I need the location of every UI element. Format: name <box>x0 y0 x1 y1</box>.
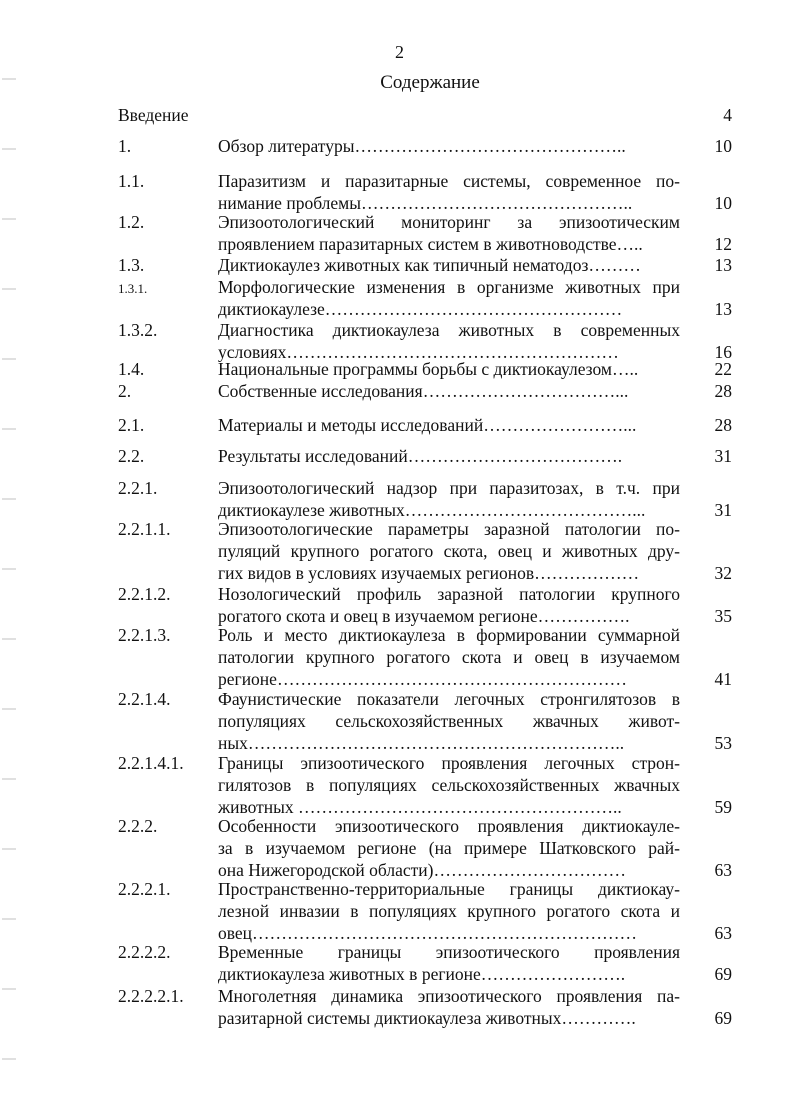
toc-entry-page: 10 <box>714 136 732 156</box>
toc-entry-title-line: лезной инвазии в популяциях крупного рогатого скота и <box>218 901 680 921</box>
toc-entry-title <box>218 688 680 754</box>
toc-entry-title-line: условиях………………………………………………… <box>218 342 619 362</box>
toc-entry-number: 1.2. <box>118 212 145 232</box>
toc-entry-number: 2.2. <box>118 446 145 466</box>
toc-entry-number: 2.2.2.2. <box>118 942 171 962</box>
toc-entry-title <box>218 941 680 985</box>
toc-entry-title <box>218 985 680 1029</box>
toc-entry-page: 63 <box>714 860 732 880</box>
toc-entry-number: 2.2.1.4. <box>118 689 171 709</box>
toc-entry-page: 41 <box>714 669 732 689</box>
toc-entry-title-line: Временные границы эпизоотического проявления <box>218 942 680 962</box>
toc-entry-page: 4 <box>723 105 732 125</box>
toc-entry-title-line: Диктиокаулез животных как типичный нематодоз……… <box>218 255 641 275</box>
toc-entry-page: 53 <box>714 733 732 753</box>
toc-entry-title-line: ных……………………………………………………….. <box>218 733 625 753</box>
toc-entry-page: 28 <box>714 415 732 435</box>
toc-entry-title-line: за в изучаемом регионе (на примере Шатковского рай- <box>218 838 680 858</box>
toc-entry-title-line: Пространственно-территориальные границы диктиокау- <box>218 879 680 899</box>
toc-entry-title-line: она Нижегородской области)…………………………… <box>218 860 626 880</box>
toc-entry-number: 2.2.2.1. <box>118 879 171 899</box>
toc-entry-number: 2.2.1. <box>118 478 158 498</box>
toc-entry-title-line: разитарной системы диктиокаулеза животных…………. <box>218 1008 636 1028</box>
toc-entry-title-line: Многолетняя динамика эпизоотического проявления па- <box>218 986 680 1006</box>
toc-entry-number: 1. <box>118 136 132 156</box>
toc-entry-title-line: диктиокаулеза животных в регионе……………………. <box>218 964 626 984</box>
toc-entry-title-line: рогатого скота и овец в изучаемом регионе……………. <box>218 606 630 626</box>
toc-entry-title-line: Нозологический профиль заразной патологии крупного <box>218 584 680 604</box>
toc-entry-page: 12 <box>714 234 732 254</box>
page-number: 2 <box>395 42 404 62</box>
toc-entry-title <box>218 170 680 214</box>
toc-entry-page: 31 <box>714 446 732 466</box>
toc-entry-title <box>218 135 680 157</box>
toc-entry-page: 35 <box>714 606 732 626</box>
toc-entry-title <box>218 815 680 881</box>
toc-entry-title-line: Морфологические изменения в организме животных при <box>218 277 680 297</box>
toc-entry-title <box>218 211 680 255</box>
toc-entry-number: 2.2.1.3. <box>118 625 171 645</box>
toc-entry-title-line: гилятозов в популяциях сельскохозяйственных жвачных <box>218 775 680 795</box>
toc-entry-title-line: нимание проблемы……………………………………….. <box>218 193 633 213</box>
toc-entry-title: Введение <box>118 105 189 125</box>
toc-entry-title-line: животных ……………………………………………….. <box>218 797 622 817</box>
toc-entry-page: 10 <box>714 193 732 213</box>
toc-entry-title-line: Обзор литературы……………………………………….. <box>218 136 626 156</box>
toc-entry-page: 16 <box>714 342 732 362</box>
toc-entry-number: 2.1. <box>118 415 145 435</box>
toc-entry-title-line: Эпизоотологические параметры заразной патологии по- <box>218 519 680 539</box>
toc-entry-title-line: патологии крупного рогатого скота и овец в изучаемом <box>218 647 680 667</box>
toc-entry-title-line: диктиокаулезе животных…………………………………... <box>218 500 646 520</box>
toc-entry-title-line: пуляций крупного рогатого скота, овец и животных дру- <box>218 541 680 561</box>
toc-entry-title-line: Национальные программы борьбы с диктиокаулезом….. <box>218 359 639 379</box>
toc-entry-page: 59 <box>714 797 732 817</box>
toc-entry-title-line: овец………………………………………………………… <box>218 923 638 943</box>
toc-entry-page: 31 <box>714 500 732 520</box>
toc-entry-title-line: популяциях сельскохозяйственных жвачных живот- <box>218 711 680 731</box>
toc-entry-title <box>218 752 680 818</box>
toc-entry-title <box>218 583 680 627</box>
toc-entry-title <box>218 276 680 320</box>
toc-entry-title-line: Собственные исследования……………………………... <box>218 381 629 401</box>
toc-entry-title-line: регионе…………………………………………………… <box>218 669 627 689</box>
scan-margin-marks <box>2 40 16 1100</box>
toc-title: Содержание <box>380 72 480 93</box>
toc-entry-title <box>218 254 680 276</box>
toc-entry-title-line: Эпизоотологический надзор при паразитозах, в т.ч. при <box>218 478 680 498</box>
toc-entry-page: 22 <box>714 359 732 379</box>
toc-entry-number: 2.2.1.2. <box>118 584 171 604</box>
toc-entry-number: 2.2.2.2.1. <box>118 986 184 1006</box>
toc-entry-title-line: проявлением паразитарных систем в животноводстве….. <box>218 234 643 254</box>
toc-entry-page: 28 <box>714 381 732 401</box>
toc-entry-title <box>218 477 680 521</box>
toc-entry-title <box>218 414 680 436</box>
toc-entry-number: 2.2.2. <box>118 816 158 836</box>
toc-entry-title-line: Диагностика диктиокаулеза животных в современных <box>218 320 680 340</box>
toc-entry-number: 1.3.2. <box>118 320 158 340</box>
toc-entry-title-line: Результаты исследований………………………………. <box>218 446 623 466</box>
toc-entry-page: 13 <box>714 255 732 275</box>
toc-entry-title <box>218 518 680 584</box>
toc-entry-title-line: Особенности эпизоотического проявления диктиокауле- <box>218 816 680 836</box>
toc-entry-title <box>218 319 680 363</box>
toc-entry-number: 1.4. <box>118 359 145 379</box>
toc-entry-page: 69 <box>714 1008 732 1028</box>
toc-entry-title <box>218 624 680 690</box>
toc-entry-title-line: гих видов в условиях изучаемых регионов……………… <box>218 563 640 583</box>
toc-entry-number: 2.2.1.1. <box>118 519 171 539</box>
toc-entry-title-line: Фаунистические показатели легочных стронгилятозов в <box>218 689 680 709</box>
toc-entry-title <box>218 445 680 467</box>
toc-entry-number: 1.1. <box>118 171 145 191</box>
toc-entry-page: 69 <box>714 964 732 984</box>
toc-entry-number: 2.2.1.4.1. <box>118 753 184 773</box>
toc-entry-title <box>218 358 680 380</box>
toc-entry-title-line: Границы эпизоотического проявления легочных строн- <box>218 753 680 773</box>
toc-entry-page: 13 <box>714 299 732 319</box>
toc-entry-title-line: Роль и место диктиокаулеза в формировании суммарной <box>218 625 680 645</box>
toc-entry-number: 1.3.1. <box>118 281 148 296</box>
toc-entry-title-line: Эпизоотологический мониторинг за эпизоотическим <box>218 212 680 232</box>
toc-entry-page: 63 <box>714 923 732 943</box>
toc-entry-title <box>218 380 680 402</box>
toc-entry-title <box>218 878 680 944</box>
toc-entry-title-line: Материалы и методы исследований……………………... <box>218 415 637 435</box>
toc-entry-number: 1.3. <box>118 255 145 275</box>
toc-entry-title-line: диктиокаулезе…………………………………………… <box>218 299 623 319</box>
toc-entry-number: 2. <box>118 381 132 401</box>
toc-entry-page: 32 <box>714 563 732 583</box>
toc-entry-title-line: Паразитизм и паразитарные системы, современное по- <box>218 171 680 191</box>
